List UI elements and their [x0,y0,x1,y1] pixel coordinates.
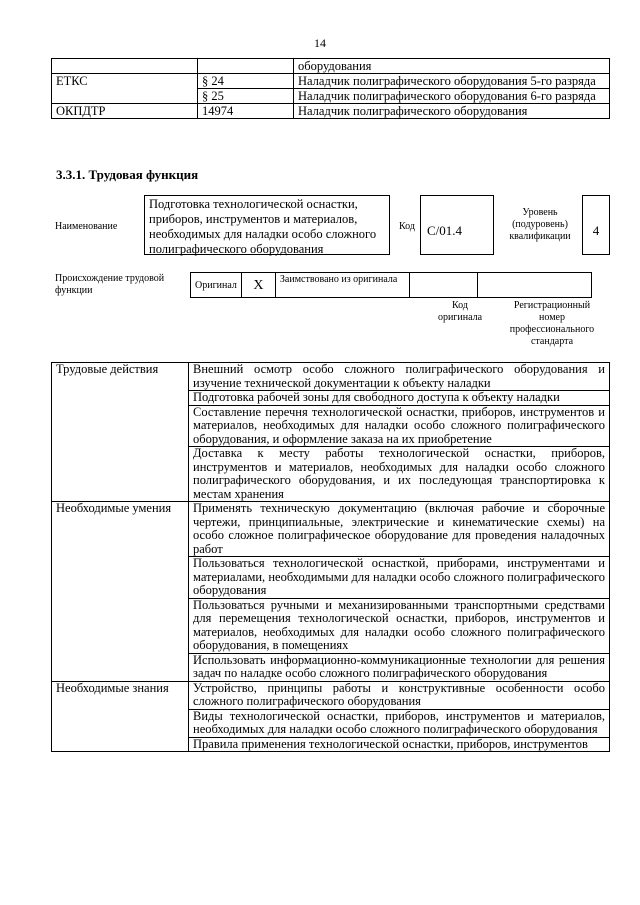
table-cell: § 24 [198,74,294,89]
table-cell: 14974 [198,104,294,119]
level-label: Уровень (подуровень) квалификации [509,207,571,242]
table-cell: оборудования [294,59,610,74]
level-value: 4 [582,195,610,255]
original-mark: X [241,273,275,298]
table-cell [198,59,294,74]
table-cell [52,89,198,104]
table-cell: Наладчик полиграфического оборудования [294,104,610,119]
list-item: Составление перечня технологической оснастки, приборов, инструментов и материалов, необходимых для наладки особо сложного полиграфического оборудования, и оформление заказа на их приобретение [189,405,610,447]
code-label: Код [399,221,415,232]
knowledge-label: Необходимые знания [52,681,189,752]
reg-number-caption: Регистрационный номер профессионального стандарта [509,300,595,347]
reference-table [51,58,610,119]
list-item: Пользоваться ручными и механизированными транспортными средствами для перемещения технологической оснастки, приборов, инструментов и материалов, необходимых для наладки особо сложного полиграфического оборудования, в помещениях [189,598,610,653]
table-row [52,363,610,391]
reg-number-cell [477,273,591,298]
list-item: Устройство, принципы работы и конструктивные особенности особо сложного полиграфического оборудования [189,681,610,709]
list-item: Правила применения технологической оснастки, приборов, инструментов [189,737,610,752]
table-row [52,502,610,557]
name-label: Наименование [55,221,118,232]
function-details-table [51,362,610,752]
list-item: Доставка к месту работы технологической оснастки, приборов, инструментов и материалов, необходимых для наладки особо сложного полиграфического оборудования, и их последующая транспортировка к местам хранения [189,447,610,502]
function-name: Подготовка технологической оснастки, приборов, инструментов и материалов, необходимых для наладки особо сложного полиграфического оборудования [144,195,390,255]
labor-actions-label: Трудовые действия [52,363,189,502]
table-row [52,74,610,89]
original-label: Оригинал [191,273,242,298]
page-number: 14 [314,36,326,50]
table-row [52,104,610,119]
origin-label: Происхождение трудовой функции [55,273,165,296]
list-item: Виды технологической оснастки, приборов, инструментов и материалов, необходимых для наладки особо сложного полиграфического оборудования [189,709,610,737]
table-cell: § 25 [198,89,294,104]
code-original-caption: Код оригинала [437,300,483,323]
borrowed-label: Заимствовано из оригинала [275,273,409,298]
table-cell: Наладчик полиграфического оборудования 5-го разряда [294,74,610,89]
list-item: Пользоваться технологической оснасткой, приборами, инструментами и материалами, необходимыми для наладки особо сложного полиграфического оборудования [189,557,610,599]
list-item: Подготовка рабочей зоны для свободного доступа к объекту наладки [189,391,610,406]
table-cell: ЕТКС [52,74,198,89]
table-row [52,681,610,709]
table-cell [52,59,198,74]
function-code: C/01.4 [420,195,494,255]
list-item: Использовать информационно-коммуникационные технологии для решения задач по наладке особо сложного полиграфического оборудования [189,653,610,681]
original-code-cell [409,273,477,298]
origin-table [190,272,592,298]
list-item: Внешний осмотр особо сложного полиграфического оборудования и изучение технической документации к объекту наладки [189,363,610,391]
table-cell: Наладчик полиграфического оборудования 6-го разряда [294,89,610,104]
list-item: Применять техническую документацию (включая рабочие и сборочные чертежи, принципиальные, электрические и кинематические схемы) на особо сложное полиграфическое оборудование для проведения наладочных работ [189,502,610,557]
table-cell: ОКПДТР [52,104,198,119]
table-row [52,89,610,104]
table-row [191,273,592,298]
section-title: 3.3.1. Трудовая функция [56,167,199,182]
table-row [52,59,610,74]
skills-label: Необходимые умения [52,502,189,682]
